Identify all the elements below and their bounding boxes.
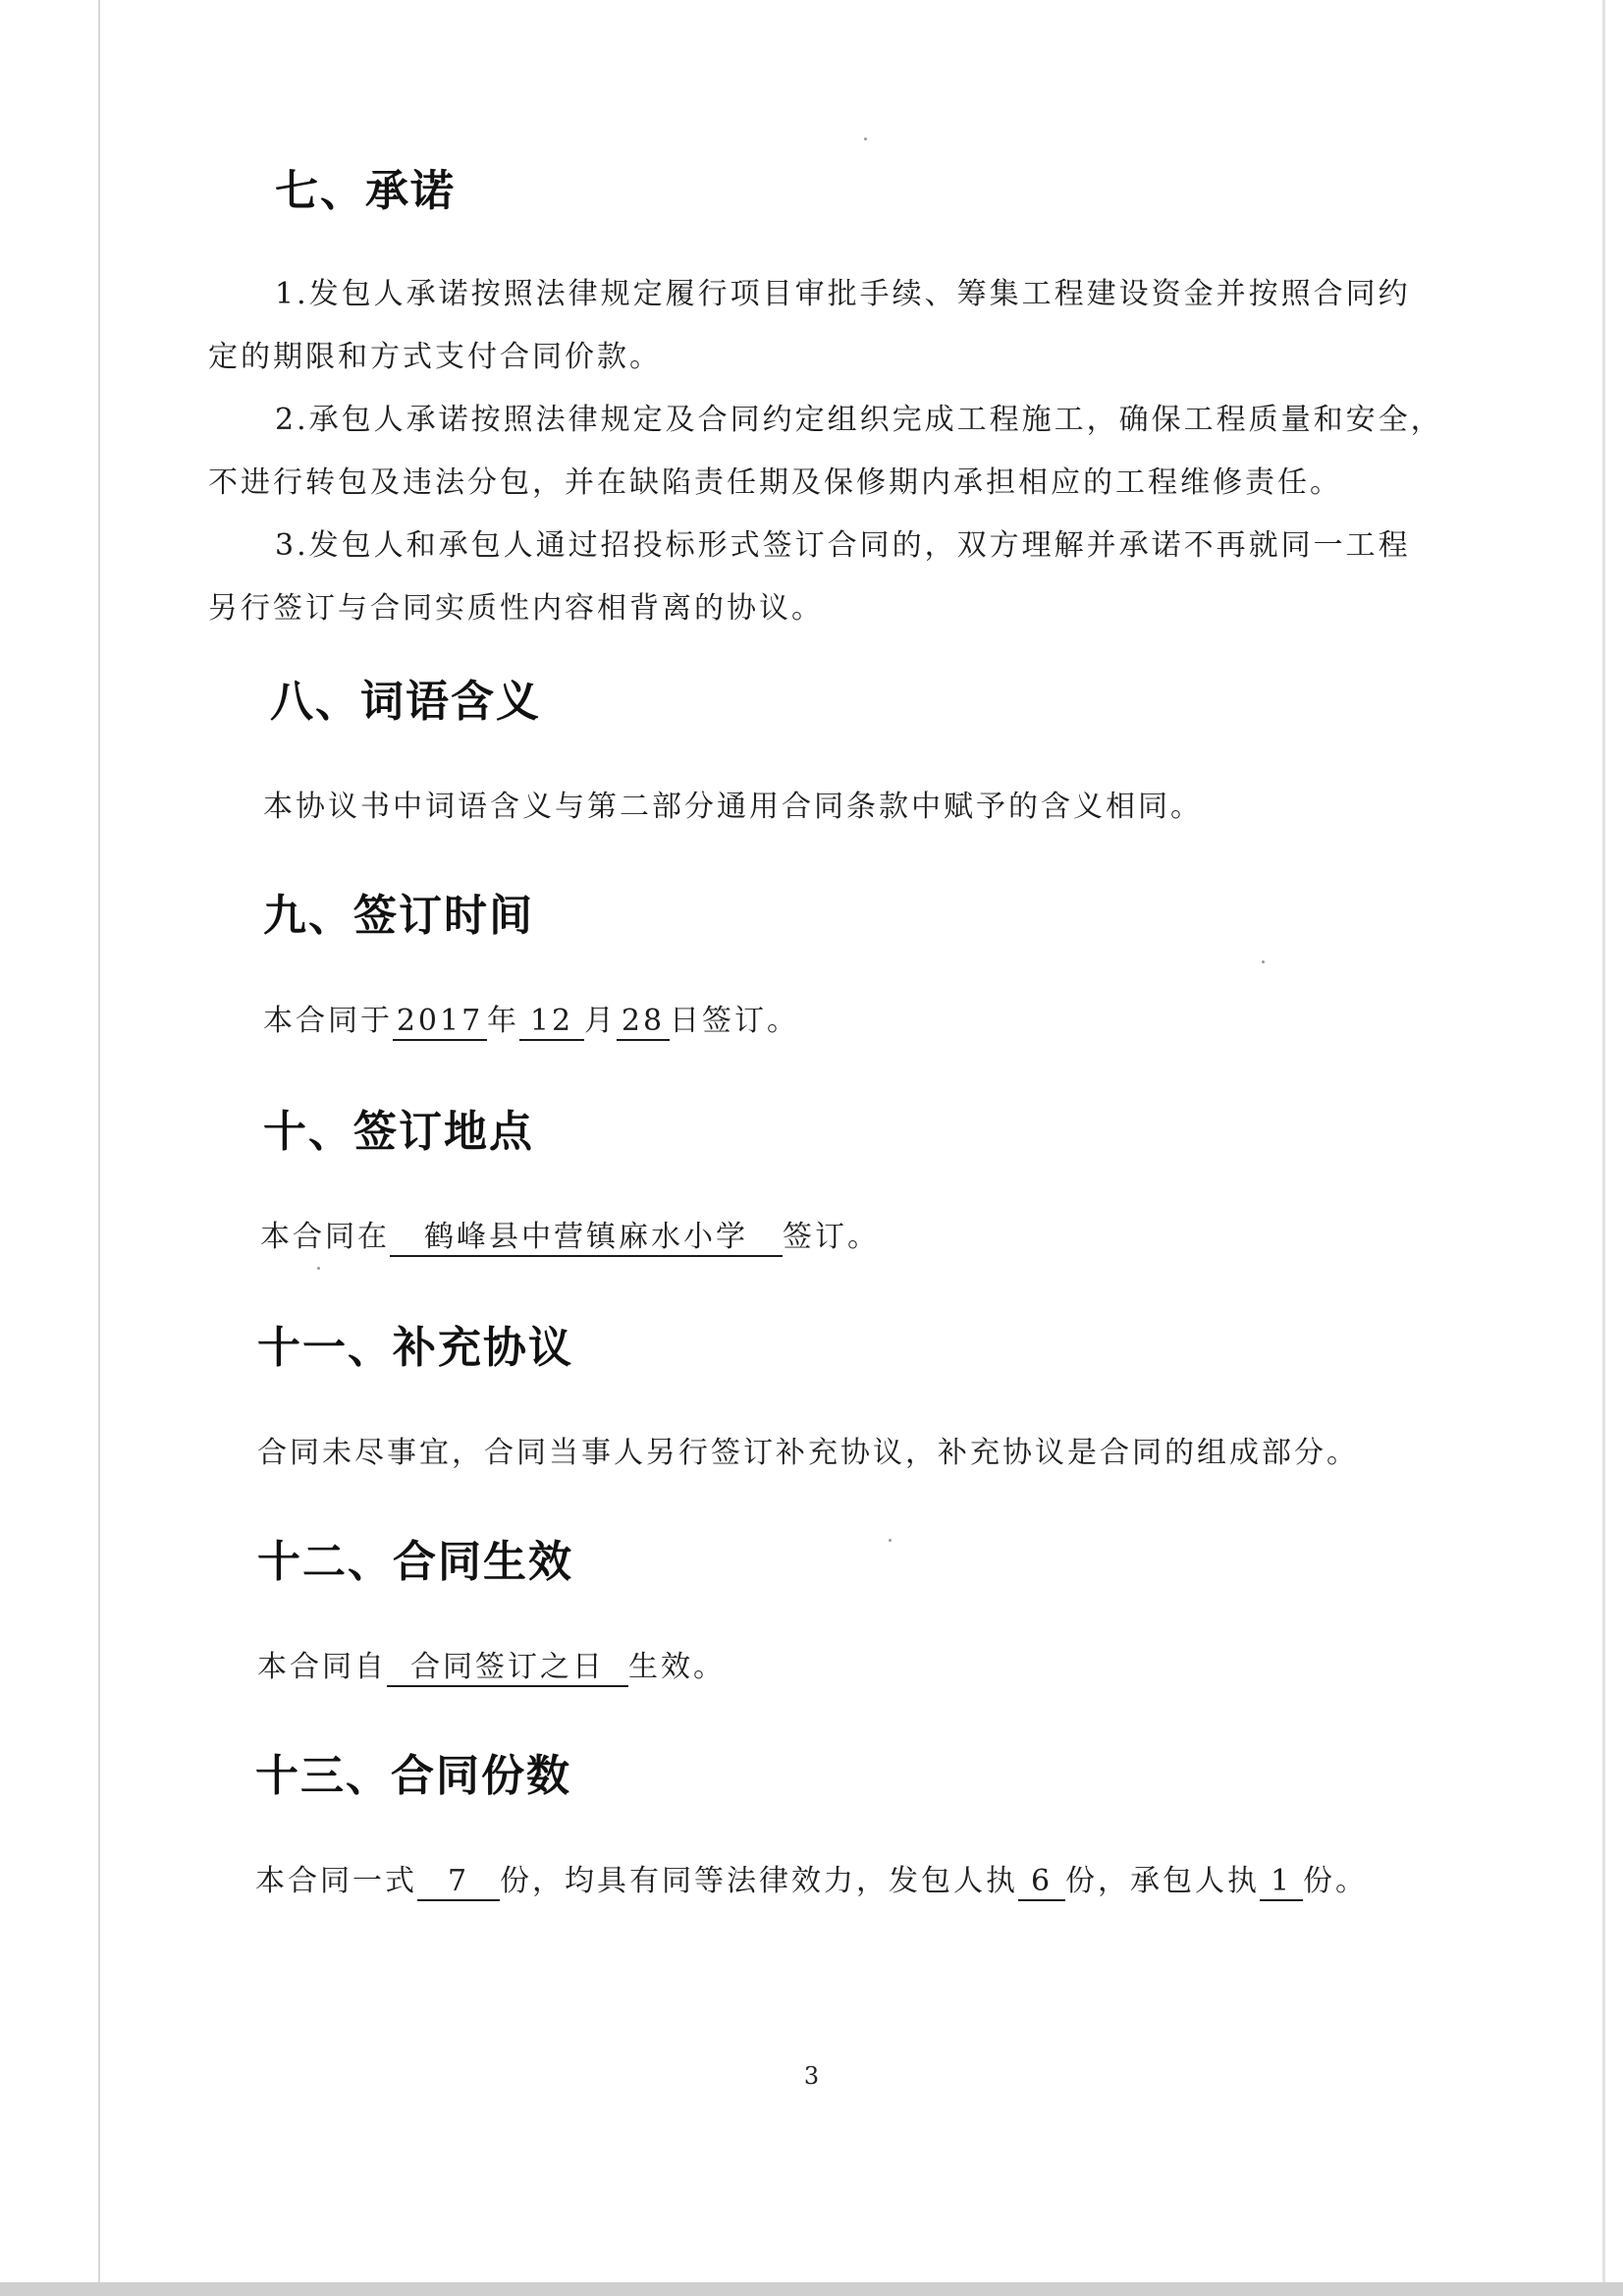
- copies-contractor: 1: [1260, 1864, 1303, 1901]
- section-13-title: 十三、合同份数: [255, 1751, 571, 1801]
- page-number: 3: [803, 2062, 820, 2090]
- effective-condition: 合同签订之日: [387, 1650, 628, 1687]
- section-7-p3-line2: 另行签订与合同实质性内容相背离的协议。: [208, 591, 824, 626]
- copies-mid1: 份，均具有同等法律效力，发包人执: [500, 1864, 1018, 1898]
- effective-prefix: 本合同自: [257, 1650, 387, 1684]
- section-8-text: 本协议书中词语含义与第二部分通用合同条款中赋予的含义相同。: [263, 790, 1203, 824]
- section-8-title: 八、词语含义: [270, 677, 541, 727]
- signing-month-unit: 月: [584, 1004, 617, 1038]
- signing-place-suffix: 签订。: [783, 1220, 880, 1254]
- signing-place-prefix: 本合同在: [260, 1220, 390, 1254]
- effective-suffix: 生效。: [628, 1650, 726, 1684]
- section-13-text: [255, 1850, 1368, 1913]
- signing-place: 鹤峰县中营镇麻水小学: [390, 1220, 783, 1257]
- section-7-p2-line2: 不进行转包及违法分包，并在缺陷责任期及保修期内承担相应的工程维修责任。: [208, 465, 1342, 500]
- copies-total: 7: [417, 1864, 500, 1901]
- signing-date-suffix: 日签订。: [670, 1004, 799, 1038]
- section-9-text: [263, 990, 799, 1053]
- copies-prefix: 本合同一式: [255, 1864, 417, 1898]
- signing-year-unit: 年: [487, 1004, 519, 1038]
- copies-suffix: 份。: [1303, 1864, 1368, 1898]
- copies-employer: 6: [1018, 1864, 1065, 1901]
- section-10-text: [260, 1206, 880, 1269]
- section-12-title: 十二、合同生效: [257, 1537, 573, 1587]
- section-7-p1-line1: 1.发包人承诺按照法律规定履行项目审批手续、筹集工程建设资金并按照合同约: [275, 277, 1411, 311]
- signing-month: 12: [519, 1004, 584, 1041]
- signing-year: 2017: [393, 1004, 487, 1041]
- section-7-p1-line2: 定的期限和方式支付合同价款。: [208, 340, 662, 374]
- section-11-title: 十一、补充协议: [257, 1323, 573, 1373]
- section-9-title: 九、签订时间: [263, 891, 534, 941]
- signing-day: 28: [617, 1004, 670, 1041]
- section-10-title: 十、签订地点: [263, 1107, 534, 1157]
- signing-date-prefix: 本合同于: [263, 1004, 393, 1038]
- section-11-text: 合同未尽事宜，合同当事人另行签订补充协议，补充协议是合同的组成部分。: [257, 1436, 1359, 1470]
- section-7-p3-line1: 3.发包人和承包人通过招投标形式签订合同的，双方理解并承诺不再就同一工程: [275, 528, 1411, 563]
- section-7-title: 七、承诺: [275, 166, 456, 216]
- section-12-text: [257, 1636, 726, 1699]
- section-7-p2-line1: 2.承包人承诺按照法律规定及合同约定组织完成工程施工，确保工程质量和安全，: [275, 403, 1443, 437]
- copies-mid2: 份，承包人执: [1065, 1864, 1260, 1898]
